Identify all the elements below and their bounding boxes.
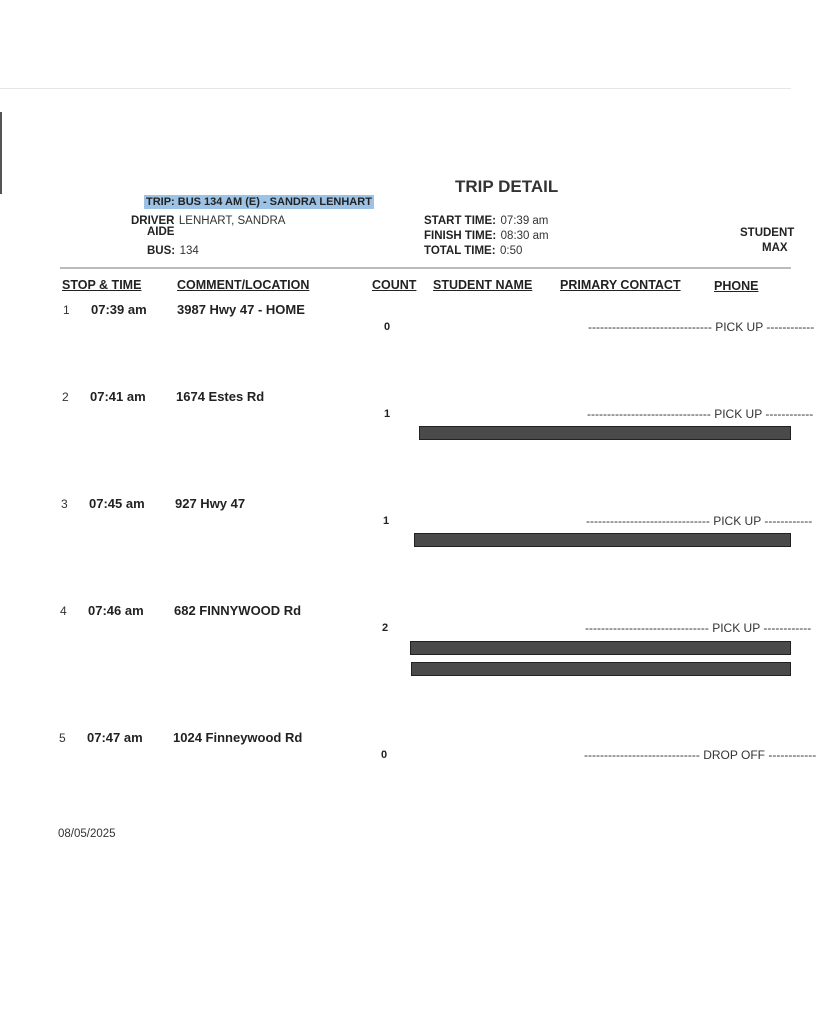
stop-location: 927 Hwy 47	[175, 496, 246, 511]
bus-value: 134	[179, 245, 199, 257]
col-student-name: STUDENT NAME	[433, 278, 533, 292]
report-title: TRIP DETAIL	[455, 177, 559, 196]
stop-count: 0	[384, 321, 391, 333]
stop-count: 2	[382, 622, 389, 634]
col-primary-contact: PRIMARY CONTACT	[560, 278, 681, 292]
stop-time: 07:45 am	[89, 496, 145, 511]
total-time-label: TOTAL TIME:	[424, 245, 496, 257]
report-date: 08/05/2025	[58, 828, 116, 840]
driver-label: DRIVER	[131, 215, 175, 227]
students-label: STUDENT	[740, 227, 795, 239]
col-stop-time: STOP & TIME	[62, 278, 142, 292]
col-count: COUNT	[372, 278, 417, 292]
redacted-student-row	[419, 426, 791, 440]
driver-value: LENHART, SANDRA	[178, 215, 286, 227]
stop-count: 1	[384, 408, 391, 420]
stop-number: 2	[62, 390, 69, 404]
stop-action: ------------------------------- PICK UP ------------	[585, 621, 812, 635]
stop-time: 07:47 am	[87, 730, 143, 745]
stop-number: 3	[61, 497, 68, 511]
finish-time-label: FINISH TIME:	[424, 230, 497, 242]
start-time-label: START TIME:	[424, 215, 496, 227]
stop-location: 1674 Estes Rd	[176, 389, 265, 404]
stop-count: 1	[383, 515, 390, 527]
max-label: MAX	[762, 242, 788, 254]
finish-time-value: 08:30 am	[500, 230, 549, 242]
stop-location: 3987 Hwy 47 - HOME	[177, 302, 305, 317]
header-divider	[60, 267, 791, 269]
total-time-row	[424, 241, 522, 259]
stop-location: 1024 Finneywood Rd	[173, 730, 303, 745]
stop-action: ------------------------------- PICK UP ------------	[587, 407, 814, 421]
stop-time: 07:41 am	[90, 389, 146, 404]
stop-number: 5	[59, 731, 66, 745]
stop-time: 07:46 am	[88, 603, 144, 618]
col-location: COMMENT/LOCATION	[177, 278, 310, 292]
redacted-student-row	[414, 533, 791, 547]
bus-label: BUS:	[147, 245, 176, 257]
bus-row	[147, 241, 199, 259]
stop-number: 4	[60, 604, 67, 618]
stop-time: 07:39 am	[91, 302, 147, 317]
stop-number: 1	[63, 303, 70, 317]
redacted-student-row	[410, 641, 791, 655]
trip-name: TRIP: BUS 134 AM (E) - SANDRA LENHART	[146, 196, 372, 208]
stop-action: ----------------------------- DROP OFF ------------	[584, 748, 816, 762]
scan-margin-mark	[0, 112, 2, 194]
aide-label: AIDE	[147, 226, 175, 238]
stop-count: 0	[381, 749, 388, 761]
col-phone: PHONE	[714, 279, 759, 293]
stop-action: ------------------------------- PICK UP ------------	[588, 320, 815, 334]
stop-action: ------------------------------- PICK UP ------------	[586, 514, 813, 528]
start-time-value: 07:39 am	[500, 215, 549, 227]
stop-location: 682 FINNYWOOD Rd	[174, 603, 302, 618]
redacted-student-row	[411, 662, 791, 676]
page-top-edge	[0, 88, 791, 89]
total-time-value: 0:50	[500, 245, 523, 257]
